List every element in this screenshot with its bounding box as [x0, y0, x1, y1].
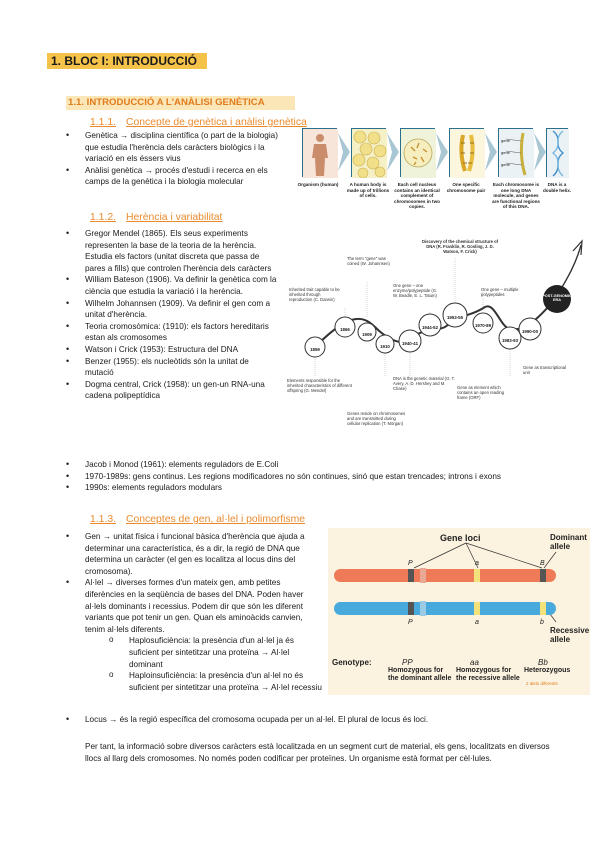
panel-nucleus	[400, 128, 435, 177]
timeline-label: Inherited trait capable to be inherited through reproduction (C. Darwin)	[289, 287, 340, 303]
section-title: Herència i variabilitat	[126, 212, 223, 223]
panel-cells	[351, 128, 386, 177]
figure-gene-timeline	[285, 237, 585, 435]
figure-gene-loci	[328, 528, 590, 695]
panel-dna	[546, 128, 568, 177]
genotype-desc: Homozygous for the recessive allele	[456, 667, 520, 682]
gene-label: gene	[501, 150, 510, 155]
dominant-allele-label: Dominant allele	[550, 533, 587, 551]
timeline-label: DNA is the genetic material (O. T. Avery, A. D. Hershey and M. Chase)	[393, 376, 455, 392]
gene-label: gene	[501, 162, 510, 167]
genotype-value: Bb	[538, 658, 548, 667]
year-label: POST-GENOMIC ERA	[542, 294, 572, 303]
timeline-label: The term "gene" was coined (W. Johannsen)	[347, 256, 390, 267]
timeline-label: Genes reside on chromosomes and are transmitted during cellular replication (T. Morgan)	[347, 411, 406, 427]
closing-paragraph: Per tant, la informació sobre diversos caràcters està localitzada en un segment curt de material, els gens, localitzats en diversos llocs al llarg dels cromosomes. No només poden codificar per proteïnes. Un organisme està format per cèl·lules.	[85, 742, 550, 763]
caption: One specific chromosome pair	[446, 182, 486, 193]
year-label: 1940-41	[401, 341, 419, 346]
genotype-value: aa	[470, 658, 479, 667]
chromosome-icon	[450, 129, 485, 178]
panel-genes	[498, 128, 533, 177]
chevron-right-icon	[387, 133, 399, 171]
list-locus	[66, 714, 586, 726]
heading-section-1-1: 1.1. INTRODUCCIÓ A L'ANÀLISI GENÈTICA	[66, 96, 295, 110]
heading-1-1-2	[90, 212, 222, 224]
gene-loci-title: Gene loci	[440, 533, 481, 543]
list-herencia	[66, 228, 278, 402]
timeline-label: Gene as element which contains an open reading frame (ORF)	[457, 385, 505, 401]
list-item: • Jacob i Monod (1961): elements reguladors de E.Coli	[66, 459, 586, 471]
chevron-right-icon	[338, 133, 350, 171]
gene-label: gene	[501, 138, 510, 143]
allele-letter: a	[475, 560, 479, 567]
year-label: 1983-93	[501, 338, 519, 343]
caption: A human body is made up of trillions of cells.	[346, 182, 390, 199]
figure-organism-to-dna	[297, 128, 572, 232]
list-item: • William Bateson (1906). Va definir la genètica com la ciència que estudia la variació i la herència.	[66, 274, 278, 297]
year-label: 1990-00	[521, 329, 539, 334]
allele-letter: P	[408, 619, 413, 626]
list-item: • 1970-1989s: gens continus. Les regions modificadores no són continues, sinó que estan trencades; introns i exons	[66, 471, 586, 483]
year-label: 1909	[362, 332, 372, 337]
list-item: • Dogma central, Crick (1958): un gen-un RNA-una cadena polipeptídica	[66, 379, 278, 402]
timeline-label: Gene as transcriptional unit	[523, 365, 567, 376]
genotype-desc: Homozygous for the dominant allele	[388, 667, 452, 682]
allele-letter: b	[540, 619, 544, 626]
timeline-label: One gene – multiple polypeptides	[481, 287, 519, 298]
year-label: 1953-55	[446, 315, 464, 320]
year-label: 1859	[310, 347, 320, 352]
caption: Each cell nucleus contains an identical complement of chromosomes in two copies.	[394, 182, 440, 210]
allel-text: Al·lel → diverses formes d'un mateix gen, amb petites diferències en la seqüència de bases del DNA. Poden haver al·lels dominants i recessius. Podem dir que són les diferent variants que pot tenir un gen. Quan els aminoàcids canvien, tenim al·lels diferents.	[85, 578, 304, 634]
timeline-label: Elements responsible for the inherited characteristics of different offspring (G. Mendel)	[287, 378, 352, 394]
list-item: • Teoria cromosòmica: (1910): els factors hereditaris estan als cromosomes	[66, 321, 278, 344]
chevron-right-icon	[436, 133, 448, 171]
caption: Each chromosome is one long DNA molecule, and genes are functional regions of this DNA.	[492, 182, 540, 210]
year-label: 1910	[380, 344, 390, 349]
year-label: 1866	[340, 327, 350, 332]
section-number: 1.1.3.	[90, 514, 116, 525]
genotype-desc: Heterozygous	[524, 667, 571, 674]
genotype-label: Genotype:	[332, 658, 372, 667]
list-item: • Genètica → disciplina científica (o part de la biologia) que estudia l'herència dels caràcters biològics i la variació en els éssers vius	[66, 130, 280, 165]
caption: Organism (human)	[297, 182, 339, 187]
panel-organism	[302, 128, 337, 177]
genotype-note: 2 alelo diferents	[526, 681, 558, 686]
list-item: • Wilhelm Johannsen (1909). Va definir el gen com a unitat d'herència.	[66, 298, 278, 321]
list-item: • Anàlisi genètica → procés d'estudi i recerca en els camps de la genètica i la biologia molecular	[66, 165, 280, 188]
caption: DNA is a double helix.	[542, 182, 572, 193]
timeline-label: One gene – one enzyme/polypeptide (G. W. Beadle, E. L. Tatum)	[393, 283, 438, 299]
list-gen-allel	[66, 531, 322, 693]
list-item: • Watson i Crick (1953): Estructura del DNA	[66, 344, 278, 356]
year-label: 1970-89	[474, 323, 492, 328]
section-title: Conceptes de gen, al·lel i polimorfisme	[126, 514, 306, 525]
list-item: • Benzer (1955): els nucleòtids són la unitat de mutació	[66, 356, 278, 379]
allele-letter: a	[475, 619, 479, 626]
genotype-value: PP	[402, 658, 413, 667]
list-item: • 1990s: elements reguladors modulars	[66, 482, 586, 494]
heading-1-1-3	[90, 514, 305, 526]
allele-letter: P	[408, 560, 413, 567]
section-number: 1.1.2.	[90, 212, 116, 223]
sublist-sufficiency	[109, 635, 322, 693]
list-item	[66, 577, 322, 693]
section-number: 1.1.1.	[90, 117, 116, 128]
timeline-label: Discovery of the chemical structure of DNA (R. Franklin, R. Gosling, J. D. Watson, F. Crick)	[421, 239, 499, 255]
recessive-allele-label: Recessive allele	[550, 626, 590, 644]
allele-letter: B	[540, 560, 545, 567]
dna-helix-icon	[547, 129, 569, 178]
panel-chromosome-pair	[449, 128, 484, 177]
list-herencia-wide	[66, 459, 586, 494]
human-icon	[303, 129, 338, 178]
heading-1-1-1	[90, 117, 307, 129]
cells-icon	[352, 129, 387, 178]
heading-bloc-1: 1. BLOC I: INTRODUCCIÓ	[47, 53, 207, 69]
chevron-right-icon	[485, 133, 497, 171]
list-genetica	[66, 130, 280, 188]
year-label: 1944-52	[421, 325, 439, 330]
chevron-right-icon	[534, 133, 546, 171]
list-item: o Haploinsuficiència: la presència d'un al·lel no és suficient per sintetitzar una proteïna → Al·lel recessiu	[109, 670, 322, 693]
nucleus-icon	[401, 129, 436, 178]
list-item: • Locus → és la regió específica del cromosoma ocupada per un al·lel. El plural de locus és loci.	[66, 714, 586, 726]
list-item: o Haplosuficiència: la presència d'un al·lel ja és suficient per sintetitzar una proteïna → Al·lel dominant	[109, 635, 322, 670]
list-item: • Gen → unitat física i funcional bàsica d'herència que ajuda a determinar una característica, és a dir, la regió de DNA que determina un caràcter (el gen es localitza al locus dins del cromosoma).	[66, 531, 322, 577]
section-title: Concepte de genètica i anàlisi genètica	[126, 117, 307, 128]
list-item: • Gregor Mendel (1865). Els seus experiments representen la base de la teoria de la herència. Estudia els factors (unitat discreta que passa de pares a fills) que controlen l'herència dels caràcters	[66, 228, 278, 274]
